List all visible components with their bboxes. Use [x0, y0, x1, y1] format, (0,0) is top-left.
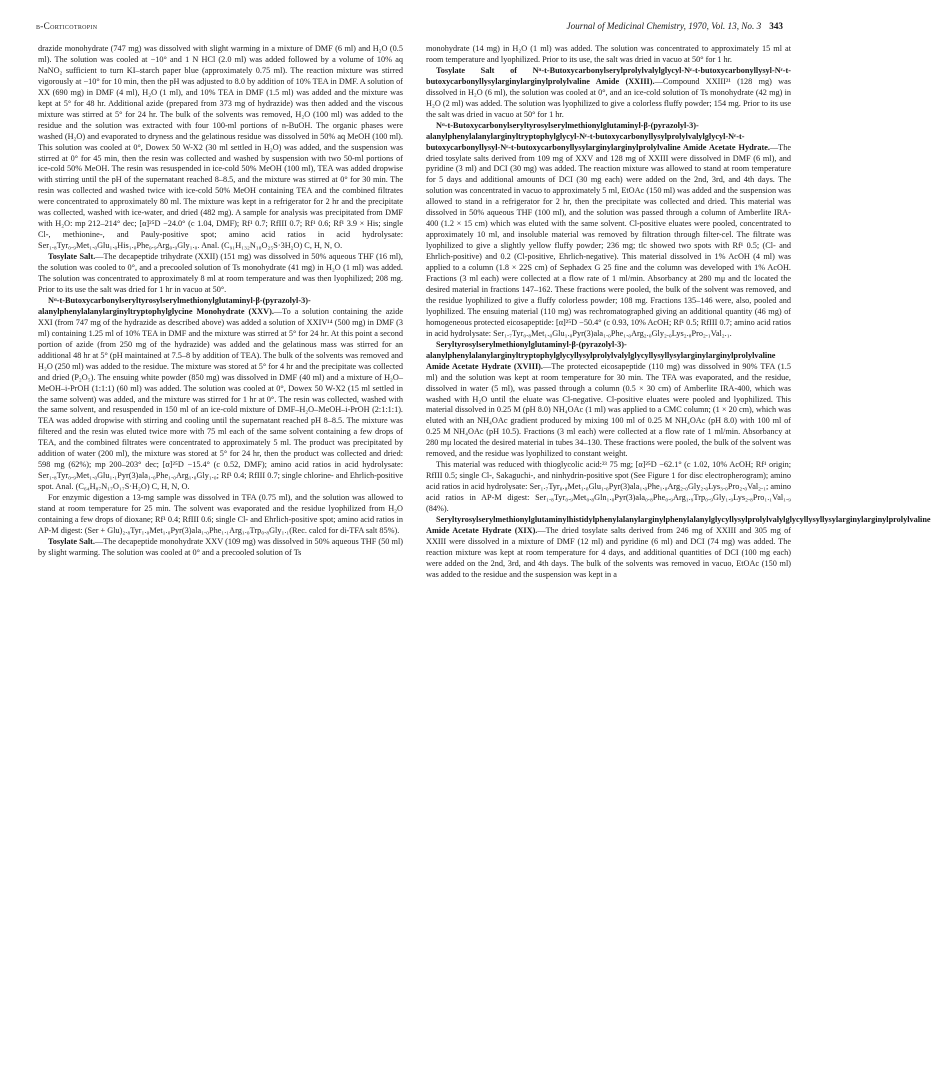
journal-name: Journal of Medicinal Chemistry, 1970, Vol. 13, No. 3 — [566, 21, 762, 31]
paragraph-text: monohydrate (14 mg) in H₂O (1 ml) was added. The solution was concentrated to approximately 15 ml at room temperature and lyophilized. Prior to its use, the salt was dried in vacuo at 50° for 1 hr. — [426, 44, 791, 64]
paragraph-text: —The decapeptide trihydrate (XXII) (151 mg) was dissolved in 50% aqueous THF (16 ml), the solution was cooled to 0°, and a precooled solution of Ts monohydrate (41 mg) in H₂O (1 ml) was added. The solution was concentrated to approximately 8 ml at room temperature and was then lyophilized; 208 mg. Prior to its use the salt was dried for 1 hr in vacuo at 50°. — [38, 252, 403, 294]
paragraph-heading: Tosylate Salt. — [48, 252, 96, 262]
paragraph-heading: Nᵅ-t-Butoxycarbonylseryltyrosylserylmethionylglutaminyl-β-(pyrazolyl-3)-alanylphenylalanylarginyltryptophylglycine Monohydrate (XXV). — [38, 295, 311, 316]
paragraph-text: drazide monohydrate (747 mg) was dissolved with slight warming in a mixture of DMF (6 ml) and H₂O (0.5 ml). The solution was cooled at −10° and 1 N HCl (2.0 ml) was added followed by a volume of 10% aq NaNO₂ sufficient to turn KI–starch paper blue (approximately 0.75 ml). The reaction mixture was stirred vigorously at −10° for 10 min, then the pH was adjusted to 8.0 by addition of 10% TEA in DMF. A solution of XX (690 mg) in DMF (4 ml), H₂O (1 ml), and 10% TEA in DMF (1.5 ml) was added and the mixture was kept at 5° for 48 hr. Additional azide (prepared from 373 mg of hydrazide) was then added and the viscous mixture was stirred at 5° for 24 hr. The bulk of the solvents was removed, H₂O (100 ml) was added to the residue and the solution was extracted with four 100-ml portions of n-BuOH. The organic phases were washed (H₂O) and evaporated to dryness and the gelatinous residue was dissolved in 50% aq MeOH (100 ml). This solution was cooled at 0°, Dowex 50 W-X2 (30 ml settled in H₂O) was added, and the suspension was stirred at 0° for 45 min, then the resin was collected and washed by suspension with two 50-ml portions of ice-cold 50% MeOH. The resin was resuspended in ice-cold 50% MeOH (100 ml), TEA was added dropwise with stirring until the pH of the supernatant reached 8–8.5, and the mixture was stirred at 0° for 30 min. The resin was collected and washed twice with ice-cold 50% MeOH containing TEA and the combined filtrates were concentrated to approximately 80 ml. The mixture was kept in a refrigerator for 2 hr and the precipitate was collected, washed with ice-water, and dried (482 mg). A sample for analysis was precipitated from DMF with H₂O: mp 212–214° dec; [α]²⁵D −24.0° (c 1.04, DMF); Rf¹ 0.7; RfIII 0.7; Rf¹ 0.6; Rf¹ 3.9 × His; single Cl-, methionine-, and Pauly-positive spot; amino acid ratios in acid hydrolysate: Ser₁.₈Tyr₀.₉Met₁.₀Glu₁.₀His₁.₀Phe₀.₉Arg₀.₉Gly₁.₀. Anal. (C₉₁H₁₃₂N₁₈O₂₅S·3H₂O) C, H, N, O. — [38, 44, 403, 251]
paragraph-text: —Compound XXIII²¹ (128 mg) was dissolved in H₂O (6 ml), the solution was cooled at 0°, and an ice-cold solution of Ts monohydrate (42 mg) in H₂O (2 ml) was added. The solution was lyophilized to give a colorless fluffy powder; 154 mg. Prior to its use the salt was dried in vacuo at 50° for 1 hr. — [426, 76, 791, 119]
journal-citation — [567, 18, 784, 34]
paragraph — [426, 121, 791, 340]
left-column — [38, 44, 403, 559]
paragraph — [38, 493, 403, 537]
paragraph-heading: Seryltyrosylserylmethionylglutaminylhistidylphenylalanylarginylphenylalanylglycyllysylprolylvalylglycyllysyllysylarginylarginylprolylvaline Amide Acetate Hydrate (XIX). — [426, 514, 931, 535]
running-title: β-Corticotropin — [36, 21, 98, 31]
paragraph-text: For enzymic digestion a 13-mg sample was dissolved in TFA (0.75 ml), and the solution was allowed to stand at room temperature for 25 min. The solvent was evaporated and the residue lyophilized from H₂O containing a few drops of dioxane; Rf¹ 0.4; RfIII 0.6; single Cl- and Ehrlich-positive spot; amino acid ratios in AP-M digest: (Ser + Glu)₂.₈Tyr₁.₀Met₁.₀Pyr(3)ala₁.₀Phe₁.₁Arg₁.₀Trp₀.₈Gly₁.₁(Rec. calcd for di-TFA salt 85%). — [38, 493, 403, 535]
paragraph-heading: Nᵅ-t-Butoxycarbonylseryltyrosylserylmethionylglutaminyl-β-(pyrazolyl-3)-alanylphenylalanylarginyltryptophylglycyl-Nᵋ-t-butoxycarbonyllysylprolylvalylglycyl-Nᵋ-t-butoxycarbonyllysyl-Nᵋ-t-butoxycarbonyllysylarginylarginylprolylvaline Amide Acetate Hydrate. — [426, 120, 770, 152]
paragraph — [426, 340, 791, 460]
paragraph-text: —The protected eicosapeptide (110 mg) was dissolved in 90% TFA (1.5 ml) and the solution was kept at room temperature for 30 min. The TFA was evaporated, and the residue, dissolved in water (5 ml), was passed through a column (0.5 × 30 cm) of Amberlite IRA-400, which was washed with H₂O until the eluate was Cl-negative. Cl-positive eluates were pooled and lyophilized. This material dissolved in 0.25 M (pH 8.0) NH₄OAc (1 ml) was applied to a CMC column; (1 × 20 cm), which was eluted with an NH₄OAc gradient produced by mixing 100 ml of 0.25 M NH₄OAc (pH 8.0) with 100 ml of 0.25 M NH₄OAc (pH 10.5). Fractions (3 ml each) were collected at a flow rate of 1 ml/min. Absorbancy at 280 mμ located the desired material in tubes 34–130. These fractions were pooled, the bulk of the solvent was removed, and the residue was lyophilized to constant weight. — [426, 361, 791, 459]
page-number: 343 — [769, 21, 783, 31]
paragraph-text: —The dried tosylate salts derived from 246 mg of XXIII and 305 mg of XXIII were dissolved in a mixture of DMF (12 ml) and pyridine (6 ml) and DCI (74 mg) was added. The reaction mixture was kept at room temperature for 4 days, and additional quantities of DCI (100 mg each) were added on the 2nd, 3rd, and 4th days. The bulk of the solvents was removed in vacuo, EtOAc (150 ml) was added to the residue and the suspension was kept in a — [426, 525, 791, 579]
paragraph-text: —The decapeptide monohydrate XXV (109 mg) was dissolved in 50% aqueous THF (50 ml) by slight warming. The solution was cooled at 0° and a precooled solution of Ts — [38, 536, 403, 557]
paragraph — [426, 514, 931, 581]
paragraph-text: This material was reduced with thioglycolic acid:²³ 75 mg; [α]²⁵D −62.1° (c 1.02, 10% AcOH; Rf¹ origin; RfIII 0.5; single Cl-, Sakaguchi-, and ninhydrin-positive spot (See Figure 1 for disc electropherogram); amino acid ratios in acid hydrolysate: Ser₁.₇Tyr₀.₈Met₁.₀Glu₁.₀Pyr(3)ala₁.₀Phe₁.₀Arg₂.₀Gly₂.₀Lys₃.₀Pro₂.₀Val₂.₁; amino acid ratios in AP-M digest: Ser₁.₈Tyr₀.₉Met₀.₈Gln₁.₀Pyr(3)ala₀.₈Phe₀.₉Arg₁.₉Trp₀.₉Gly₁.₉Lys₂.₈Pro₁.₁Val₁.₉ (84%). — [426, 460, 791, 514]
right-column — [426, 44, 931, 581]
paragraph — [38, 537, 403, 559]
paragraph-heading: Tosylate Salt. — [48, 536, 95, 546]
running-header — [36, 18, 783, 34]
paragraph — [38, 296, 403, 493]
paragraph — [38, 44, 403, 252]
paragraph — [426, 44, 791, 66]
paragraph-heading: Tosylate Salt of Nᵅ-t-Butoxycarbonylserylprolylvalylglycyl-Nᵋ-t-butoxycarbonyllysyl-Nᵋ-t-butoxycarbonyllysylarginylarginylprolylvaline Amide (XXIII). — [426, 65, 791, 86]
paragraph-heading: Seryltyrosylserylmethionylglutaminyl-β-(pyrazolyl-3)-alanylphenylalanylarginyltryptophylglycyllysylprolylvalylglycyllysyllysylarginylarginylprolylvaline Amide Acetate Hydrate (XVIII). — [426, 339, 776, 371]
paragraph-text: —To a solution containing the azide XXI (from 747 mg of the hydrazide as described above) was added a solution of XXIV¹⁴ (500 mg) in DMF (3 ml) containing 1.25 ml of 10% TEA in DMF and the mixture was stirred at 5° for 24 hr. At this point a second portion of azide (from 250 mg of the hydrazide) was added and the gelatinous mass was stirred for an additional 48 hr at 5° (pH maintained at 7.5–8 by addition of TEA). The bulk of the solvents was removed and H₂O (250 ml) was added to the residue. The mixture was stored at 5° for 4 hr and the precipitate was collected and dried (P₂O₅). The ensuing white powder (850 mg) was dissolved in DMF (40 ml) and a mixture of H₂O–MeOH–i-PrOH (1:1:1) (60 ml) was added. The solution was cooled at 0°, Dowex 50 W-X2 (15 ml settled in the same solvent) was added, and the mixture was stirred for 1 hr at 0°. The resin was collected, washed with the same solvent, and resuspended in 150 ml of an ice-cold mixture of DMF–H₂O–MeOH–i-PrOH (2:1:1:1). TEA was added dropwise with stirring and cooling until the supernatant reached pH 8–8.5. The mixture was filtered and the resin was eluted twice more with 75 ml each of the same solvent containing a few drops of TEA, and the combined filtrates were concentrated to approximately 5 ml. The product was precipitated by addition of water (200 ml), the mixture was stored at 5° for 24 hr, then the product was collected and dried: 598 mg (62%); mp 200–203° dec; [α]²⁵D −15.4° (c 0.52, DMF); amino acid ratios in acid hydrolysate: Ser₁.₈Tyr₀.₉Met₁.₀Glu₁.₁Pyr(3)ala₁.₀Phe₁.₀Arg₁.₀Gly₁.₀; Rf¹ 0.4; RfIII 0.7; single chlorine- and Ehrlich-positive spot. Anal. (C₆₄H₈₇N₁₇O₁₇S·H₂O) C, H, N, O. — [38, 306, 403, 492]
paragraph — [426, 66, 791, 121]
paragraph — [426, 460, 791, 515]
paragraph — [38, 252, 403, 296]
paragraph-text: —The dried tosylate salts derived from 109 mg of XXV and 128 mg of XXIII were dissolved in DMF (6 ml), and pyridine (3 ml) and DCI (30 mg) was added. The reaction mixture was allowed to stand at room temperature for 5 days and additional amounts of DCI (30 mg each) were added on the 2nd, 3rd, and 4th days. The solution was concentrated in vacuo to approximately 5 ml, EtOAc (150 ml) was added and the suspension was allowed to stand in a refrigerator for 2 hr, then the precipitate was collected and dried. This material was dissolved in 50% aqueous THF (100 ml), and the solution was passed through a column of Amberlite IRA-400 (1.2 × 15 cm) which was eluted with the same solvent. Cl-positive eluates were pooled, concentrated to approximately 10 ml, and insoluble material was removed by filtration through filter-cel. The filtrate was lyophilized to give a slightly yellow fluffy powder; 236 mg; tlc showed two spots with Rf¹ 0.5; (Cl- and Ehrlich-positive) and 0.2 (Cl-positive, Ehrlich-negative). This material dissolved in 1% AcOH (4 ml) was applied to a column (1.8 × 22S cm) of Sephadex G 25 fine and the column was developed with 1% AcOH. Fractions (3 ml each) were collected at a flow rate of 1 ml/min. Absorbancy at 280 mμ and tlc located the desired material in fractions 147–162. These fractions were pooled, the bulk of the solvent was removed, and the residue lyophilized to give a fluffy colorless powder; 108 mg. Fractions 135–146 were, also, pooled and lyophilized. The ensuing material (110 mg) was rechromatographed giving an additional quantity (46 mg) of homogeneous protected eicosapeptide: [α]²⁵D −50.4° (c 0.93, 10% AcOH; Rf¹ 0.5; RfIII 0.7; amino acid ratios in acid hydrolysate: Ser₁.₇Tyr₀.₈Met₁.₀Glu₁.₀Pyr(3)ala₁.₀Phe₁.₀Arg₂.₀Gly₂.₀Lys₂.₈Pro₂.₁Val₂.₁. — [426, 142, 791, 338]
